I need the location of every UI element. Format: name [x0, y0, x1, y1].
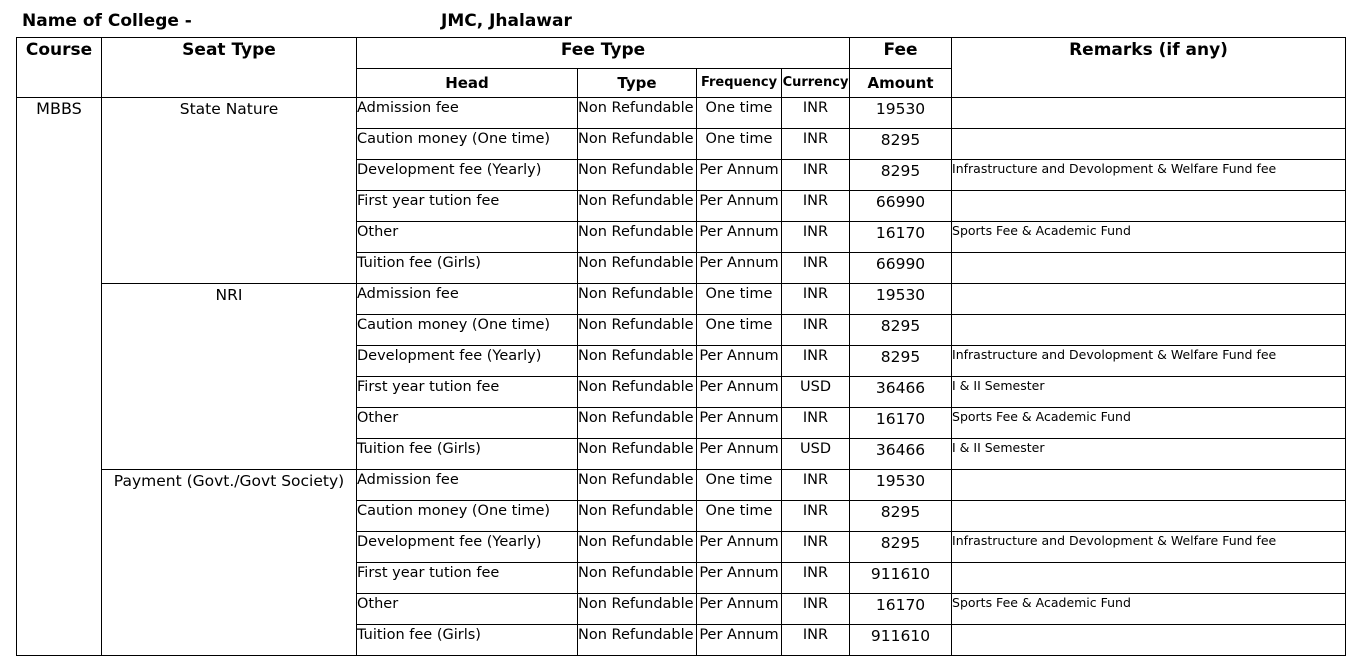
fee-currency: INR [782, 532, 850, 563]
fee-currency: INR [782, 315, 850, 346]
table-row [17, 470, 1346, 501]
fee-type: Non Refundable [578, 594, 697, 625]
fee-amount: 19530 [850, 470, 952, 501]
fee-currency: INR [782, 160, 850, 191]
fee-frequency: Per Annum [697, 191, 782, 222]
fee-type: Non Refundable [578, 532, 697, 563]
fee-head: First year tution fee [357, 377, 578, 408]
fee-amount: 8295 [850, 346, 952, 377]
fee-frequency: Per Annum [697, 222, 782, 253]
fee-remarks [952, 501, 1346, 532]
fee-remarks: Sports Fee & Academic Fund [952, 408, 1346, 439]
fee-type: Non Refundable [578, 191, 697, 222]
fee-remarks: Sports Fee & Academic Fund [952, 594, 1346, 625]
fee-amount: 66990 [850, 253, 952, 284]
col-header-fee: Fee [850, 38, 952, 69]
fee-type: Non Refundable [578, 98, 697, 129]
fee-type: Non Refundable [578, 315, 697, 346]
fee-currency: INR [782, 408, 850, 439]
fee-type: Non Refundable [578, 563, 697, 594]
fee-amount: 19530 [850, 98, 952, 129]
seat-type-cell: Payment (Govt./Govt Society) [102, 470, 357, 656]
fee-amount: 36466 [850, 377, 952, 408]
fee-type: Non Refundable [578, 439, 697, 470]
fee-currency: INR [782, 253, 850, 284]
fee-currency: INR [782, 625, 850, 656]
col-header-head: Head [357, 69, 578, 98]
col-header-frequency: Frequency [697, 69, 782, 98]
fee-currency: INR [782, 129, 850, 160]
fee-type: Non Refundable [578, 501, 697, 532]
table-row [17, 98, 1346, 129]
fee-frequency: Per Annum [697, 253, 782, 284]
fee-head: Caution money (One time) [357, 315, 578, 346]
fee-amount: 16170 [850, 222, 952, 253]
fee-head: First year tution fee [357, 563, 578, 594]
col-header-type: Type [578, 69, 697, 98]
fee-amount: 36466 [850, 439, 952, 470]
fee-frequency: Per Annum [697, 346, 782, 377]
fee-frequency: One time [697, 98, 782, 129]
fee-currency: INR [782, 98, 850, 129]
fee-type: Non Refundable [578, 408, 697, 439]
fee-remarks: I & II Semester [952, 439, 1346, 470]
fee-amount: 8295 [850, 129, 952, 160]
table-row [17, 284, 1346, 315]
fee-head: Development fee (Yearly) [357, 346, 578, 377]
fee-amount: 8295 [850, 532, 952, 563]
fee-type: Non Refundable [578, 253, 697, 284]
fee-head: Admission fee [357, 284, 578, 315]
fee-amount: 16170 [850, 594, 952, 625]
course-cell: MBBS [17, 98, 102, 656]
fee-remarks [952, 563, 1346, 594]
fee-frequency: Per Annum [697, 160, 782, 191]
fee-frequency: One time [697, 470, 782, 501]
fee-amount: 19530 [850, 284, 952, 315]
fee-head: Other [357, 594, 578, 625]
fee-table [16, 37, 1346, 656]
fee-currency: USD [782, 377, 850, 408]
fee-head: Caution money (One time) [357, 501, 578, 532]
fee-amount: 8295 [850, 160, 952, 191]
col-header-fee-type: Fee Type [357, 38, 850, 69]
fee-type: Non Refundable [578, 222, 697, 253]
fee-type: Non Refundable [578, 470, 697, 501]
fee-remarks [952, 470, 1346, 501]
fee-type: Non Refundable [578, 160, 697, 191]
college-name: JMC, Jhalawar [441, 11, 572, 31]
fee-currency: INR [782, 594, 850, 625]
fee-remarks: I & II Semester [952, 377, 1346, 408]
fee-currency: INR [782, 284, 850, 315]
fee-currency: USD [782, 439, 850, 470]
fee-head: Admission fee [357, 470, 578, 501]
fee-currency: INR [782, 191, 850, 222]
college-label: Name of College - [22, 11, 192, 31]
fee-remarks: Infrastructure and Devolopment & Welfare Fund fee [952, 160, 1346, 191]
fee-head: Tuition fee (Girls) [357, 439, 578, 470]
fee-head: Other [357, 222, 578, 253]
fee-remarks [952, 253, 1346, 284]
fee-head: First year tution fee [357, 191, 578, 222]
fee-frequency: One time [697, 501, 782, 532]
fee-currency: INR [782, 501, 850, 532]
fee-remarks [952, 98, 1346, 129]
fee-amount: 66990 [850, 191, 952, 222]
fee-currency: INR [782, 470, 850, 501]
fee-currency: INR [782, 563, 850, 594]
fee-type: Non Refundable [578, 377, 697, 408]
fee-frequency: Per Annum [697, 532, 782, 563]
fee-type: Non Refundable [578, 625, 697, 656]
col-header-course: Course [17, 38, 102, 98]
fee-amount: 8295 [850, 501, 952, 532]
fee-remarks [952, 191, 1346, 222]
col-header-seat-type: Seat Type [102, 38, 357, 98]
fee-type: Non Refundable [578, 284, 697, 315]
fee-head: Development fee (Yearly) [357, 532, 578, 563]
seat-type-cell: NRI [102, 284, 357, 470]
fee-remarks: Infrastructure and Devolopment & Welfare Fund fee [952, 532, 1346, 563]
fee-currency: INR [782, 346, 850, 377]
fee-remarks [952, 315, 1346, 346]
fee-remarks [952, 625, 1346, 656]
fee-head: Other [357, 408, 578, 439]
fee-frequency: Per Annum [697, 377, 782, 408]
fee-frequency: One time [697, 129, 782, 160]
fee-frequency: Per Annum [697, 563, 782, 594]
fee-currency: INR [782, 222, 850, 253]
fee-remarks [952, 284, 1346, 315]
fee-remarks [952, 129, 1346, 160]
fee-remarks: Sports Fee & Academic Fund [952, 222, 1346, 253]
fee-frequency: One time [697, 315, 782, 346]
fee-amount: 911610 [850, 563, 952, 594]
fee-head: Admission fee [357, 98, 578, 129]
fee-remarks: Infrastructure and Devolopment & Welfare Fund fee [952, 346, 1346, 377]
fee-amount: 16170 [850, 408, 952, 439]
col-header-currency: Currency [782, 69, 850, 98]
fee-frequency: Per Annum [697, 625, 782, 656]
fee-frequency: Per Annum [697, 408, 782, 439]
fee-table-body [17, 98, 1346, 656]
fee-frequency: Per Annum [697, 439, 782, 470]
fee-amount: 911610 [850, 625, 952, 656]
fee-head: Tuition fee (Girls) [357, 625, 578, 656]
col-header-amount: Amount [850, 69, 952, 98]
fee-head: Tuition fee (Girls) [357, 253, 578, 284]
fee-frequency: One time [697, 284, 782, 315]
fee-type: Non Refundable [578, 129, 697, 160]
fee-amount: 8295 [850, 315, 952, 346]
fee-head: Caution money (One time) [357, 129, 578, 160]
fee-head: Development fee (Yearly) [357, 160, 578, 191]
col-header-remarks: Remarks (if any) [952, 38, 1346, 98]
fee-type: Non Refundable [578, 346, 697, 377]
seat-type-cell: State Nature [102, 98, 357, 284]
fee-frequency: Per Annum [697, 594, 782, 625]
